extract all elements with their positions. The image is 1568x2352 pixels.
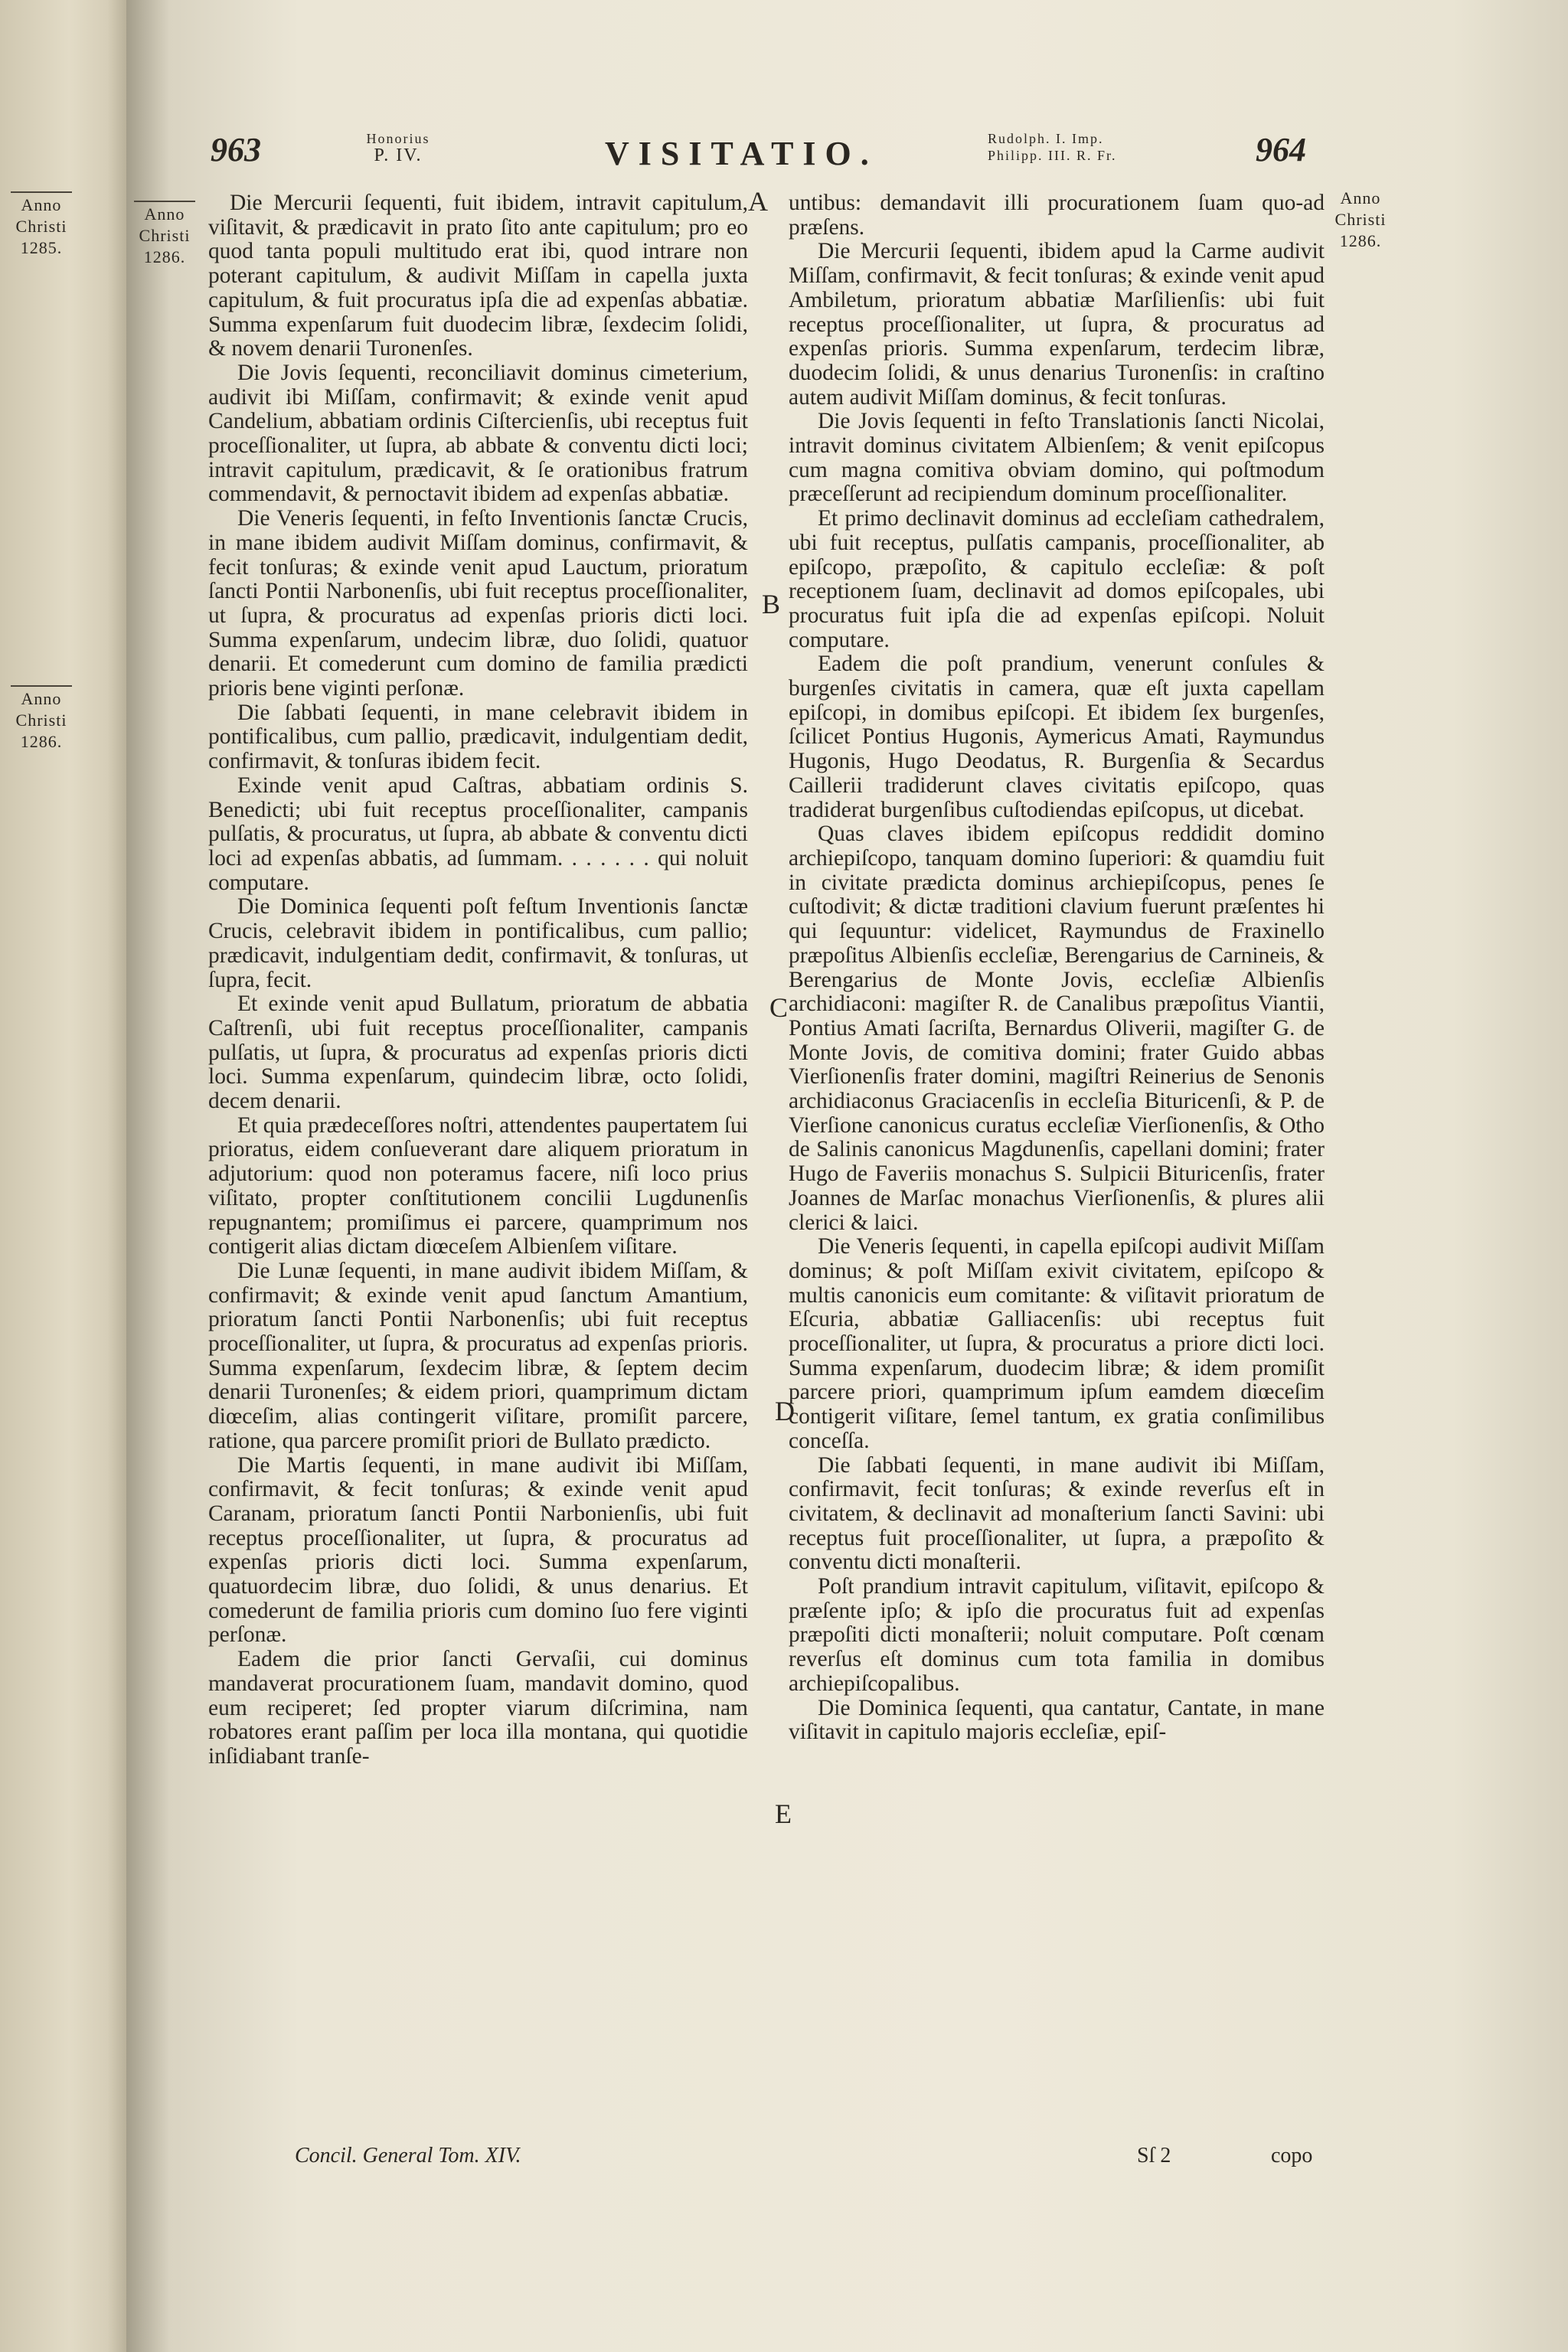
paragraph: Die ſabbati ſequenti, in mane audivit ibi Miſſam, confirmavit, fecit tonſuras; & exinde reverſus eſt in civitatem, & declinavit ad monaſterium ſancti Savini: ubi receptus fuit proceſſionaliter, ut ſupra, a præpoſito & conventu dicti monaſterii.: [789, 1452, 1325, 1575]
year-label: 1286.: [20, 732, 63, 751]
paragraph: Eadem die poſt prandium, venerunt conſules & burgenſes civitatis in camera, quæ eſt juxta capellam epiſcopi, in domibus epiſcopi. Et ibidem ſex burgenſes, ſcilicet Pontius Hugonis, Aymericus Amati, Raymundus Hugonis, Hugo Deodatus, R. Burgenſia & Secardus Caillerii tradiderunt claves civitatis epiſcopo, quas tradiderat burgenſibus cuſtodiendas epiſcopus, ut dicebat.: [789, 652, 1325, 822]
anno-label: Anno: [144, 204, 185, 224]
running-head-line: Philipp. III. R. Fr.: [988, 148, 1117, 163]
paragraph: Et quia prædeceſſores noſtri, attendentes paupertatem ſui prioratus, eidem conſueverant dare aliquem prioratum in adjutorium: quod non poteramus facere, niſi loco prius viſitato, propter conſtitutionem concilii Lugdunenſis repugnantem; promiſimus ei parcere, quamprimum nos contigerit alias dictam diœceſem Albienſem viſitare.: [208, 1112, 748, 1259]
section-marker-e: E: [775, 1798, 792, 1829]
previous-page-annotation-1: [3, 191, 80, 259]
christi-label: Christi: [15, 217, 67, 236]
section-marker-c: C: [769, 992, 789, 1023]
paragraph: Die Mercurii ſequenti, fuit ibidem, intravit capitulum, viſitavit, & prædicavit in prato ſito ante capitulum; pro eo quod tanta populi multitudo erat ibi, quod intrare non poterant capitulum, & audivit Miſſam in capella juxta capitulum, & fuit procuratus ipſa die ad expenſas abbatiæ. Summa expenſarum fuit duodecim libræ, ſexdecim ſolidi, & novem denarii Turonenſes.: [208, 191, 748, 361]
left-page-number: 963: [211, 131, 261, 168]
paragraph: Poſt prandium intravit capitulum, viſitavit, epiſcopo & præſente ipſo; & ipſo die procuratus fuit ad expenſas præpoſiti dicti monaſterii; noluit computare. Poſt cœnam reverſus eſt dominus cum tota familia in domibus archiepiſcopalibus.: [789, 1574, 1325, 1696]
left-text-column: [208, 191, 748, 1769]
footer-title: [295, 2144, 521, 2168]
left-running-head: [348, 130, 448, 184]
right-margin-year-note: [1311, 188, 1410, 252]
christi-label: Christi: [139, 226, 191, 245]
christi-label: Christi: [15, 710, 67, 730]
paragraph: Die ſabbati ſequenti, in mane celebravit ibidem in pontificalibus, cum pallio, prædicavit, indulgentiam dedit, confirmavit, & tonſuras ibidem fecit.: [208, 700, 748, 774]
paragraph: Exinde venit apud Caſtras, abbatiam ordinis S. Benedicti; ubi fuit receptus proceſſionaliter, campanis pulſatis, & procuratus, ut ſupra, ab abbate & conventu dicti loci ad expenſas abbatis, ad ſummam. . . . . . . qui noluit computare.: [208, 773, 748, 895]
paragraph: untibus: demandavit illi procurationem ſuam quo-ad præſens.: [789, 191, 1325, 240]
page-title: VISITATIO.: [605, 135, 878, 172]
previous-page-edge: [0, 0, 126, 2352]
paragraph: Eadem die prior ſancti Gervaſii, cui dominus mandaverat procurationem ſuam, mandavit domino, quod eum reciperet; ſed propter viarum diſcrimina, nam robatores erant paſſim per loca illa montana, qui quotidie inſidiabant tranſe-: [208, 1647, 748, 1769]
running-head-line: Honorius: [366, 131, 430, 146]
paragraph: Die Dominica ſequenti poſt feſtum Inventionis ſanctæ Crucis, celebravit ibidem in pontificalibus, cum pallio; prædicavit, indulgentiam dedit, confirmavit, & tonſuras, ut ſupra, fecit.: [208, 894, 748, 992]
year-label: 1286.: [1339, 231, 1382, 250]
section-marker-b: B: [762, 589, 781, 619]
anno-label: Anno: [21, 195, 62, 214]
signature-mark: Sſ 2: [1137, 2144, 1171, 2167]
paragraph: Et primo declinavit dominus ad eccleſiam cathedralem, ubi fuit receptus, pulſatis campanis, proceſſionaliter, ab epiſcopo, præpoſito, & capitulo eccleſiæ: & poſt receptionem ſuam, declinavit ad domos epiſcopales, ubi procuratus fuit ipſa die ad expenſas epiſcopi. Noluit computare.: [789, 506, 1325, 652]
catchword: copo: [1271, 2144, 1313, 2167]
anno-label: Anno: [21, 689, 62, 708]
right-running-head: [988, 130, 1187, 184]
running-head-line: P. IV.: [374, 145, 423, 165]
running-head-line: Rudolph. I. Imp.: [988, 131, 1104, 146]
paragraph: Die Veneris ſequenti, in capella epiſcopi audivit Miſſam dominus; & poſt Miſſam exivit civitatem, epiſcopo & multis canonicis eum comitante: & viſitavit prioratum de Eſcuria, abbatiæ Galliacenſis: ubi receptus fuit proceſſionaliter, ut ſupra, & procuratus a priore dicti loci. Summa expenſarum, duodecim libræ; & idem promiſit parcere priori, quamprimum ipſum eamdem diœceſim contigerit viſitare, ſemel tantum, ex gratia conſimilibus conceſſa.: [789, 1234, 1325, 1453]
paragraph: Die Mercurii ſequenti, ibidem apud la Carme audivit Miſſam, confirmavit, & fecit tonſuras; & exinde venit apud Ambiletum, prioratum abbatiæ Marſilienſis: ubi fuit receptus proceſſionaliter, ut ſupra, & procuratus ad expenſas prioris. Summa expenſarum, terdecim libræ, duodecim ſolidi, & unus denarius Turonenſis: in craſtino autem audivit Miſſam dominus, & fecit tonſuras.: [789, 239, 1325, 410]
paragraph: Quas claves ibidem epiſcopus reddidit domino archiepiſcopo, tanquam domino ſuperiori: & quamdiu fuit in civitate prædicta dominus archiepiſcopus, penes ſe cuſtodivit; & dictæ traditioni clavium fuerunt præſentes hi qui ſequuntur: videlicet, Raymundus de Fraxinello præpoſitus Albienſis eccleſiæ, Berengarius de Carnineis, & Berengarius de Monte Jovis, eccleſiæ Albienſis archidiaconi: magiſter R. de Canalibus præpoſitus Viantii, Pontius Amati ſacriſta, Bernardus Oliverii, magiſter G. de Monte Jovis, de comitiva domini; frater Guido abbas Vierſionenſis frater domini, magiſtri Reinerius de Senonis archidiaconus Graciacenſis in eccleſia Bituricenſi, & P. de Vierſione canonicus curatus eccleſiæ Vierſionenſis, & Otho de Salinis canonicus Magdunenſis, capellani domini; frater Hugo de Faveriis monachus S. Sulpicii Bituricenſis, frater Joannes de Marſac monachus Vierſionenſis, & plures alii clerici & laici.: [789, 822, 1325, 1235]
christi-label: Christi: [1334, 210, 1387, 229]
section-marker-d: D: [775, 1396, 795, 1426]
year-label: 1286.: [143, 247, 186, 266]
paragraph: Die Jovis ſequenti, reconciliavit dominus cimeterium, audivit ibi Miſſam, confirmavit; & exinde venit apud Candelium, abbatiam ordinis Ciſtercienſis, ubi receptus fuit proceſſionaliter, ut ſupra, ab abbate & conventu dicti loci; intravit capitulum, prædicavit, & ſe orationibus fratrum commendavit, & pernoctavit ibidem ad expenſas abbatiæ.: [208, 360, 748, 507]
right-page-number: 964: [1256, 131, 1306, 168]
paragraph: Et exinde venit apud Bullatum, prioratum de abbatia Caſtrenſi, ubi fuit receptus proceſſionaliter, campanis pulſatis, ut ſupra, & procuratus ad expenſas prioris dicti loci. Summa expenſarum, quindecim libræ, octo ſolidi, decem denarii.: [208, 991, 748, 1114]
paragraph: Die Lunæ ſequenti, in mane audivit ibidem Miſſam, & confirmavit; & exinde venit apud ſanctum Amantium, prioratum ſancti Pontii Narbonenſis; ubi fuit receptus proceſſionaliter, ut ſupra, & procuratus ad expenſas prioris. Summa expenſarum, ſexdecim libræ, & ſeptem decim denarii Turonenſes; & eidem priori, quamprimum dictam diœceſim, alias contingerit viſitare, promiſit parcere, ratione, qua parcere promiſit priori de Bullato prædicto.: [208, 1258, 748, 1453]
paragraph: Die Jovis ſequenti in feſto Translationis ſancti Nicolai, intravit dominus civitatem Albienſem; & venit epiſcopus cum magna comitiva obviam domino, qui poſtmodum præceſſerunt ad recipiendum dominum proceſſionaliter.: [789, 409, 1325, 507]
footer-title-text: Concil. General Tom. XIV.: [295, 2144, 521, 2167]
right-text-column: [789, 191, 1325, 1745]
section-marker-a: A: [748, 186, 768, 217]
anno-label: Anno: [1340, 188, 1381, 207]
paragraph: Die Dominica ſequenti, qua cantatur, Cantate, in mane viſitavit in capitulo majoris eccleſiæ, epiſ-: [789, 1695, 1325, 1745]
previous-page-annotation-2: [3, 685, 80, 753]
left-margin-year-note: [122, 201, 207, 268]
paragraph: Die Veneris ſequenti, in feſto Inventionis ſanctæ Crucis, in mane ibidem audivit Miſſam dominus, confirmavit, & fecit tonſuras; & exinde venit apud Lauctum, prioratum ſancti Pontii Narbonenſis, ubi fuit receptus proceſſionaliter, ut ſupra, & procuratus ad expenſas prioris dicti loci. Summa expenſarum, undecim libræ, duo ſolidi, quatuor denarii. Et comederunt cum domino de familia prædicti prioris bene viginti perſonæ.: [208, 506, 748, 701]
year-label: 1285.: [20, 238, 63, 257]
paragraph: Die Martis ſequenti, in mane audivit ibi Miſſam, confirmavit, & fecit tonſuras; & exinde venit apud Caranam, prioratum ſancti Pontii Narbonienſis, ubi fuit receptus proceſſionaliter, ut ſupra, & procuratus ad expenſas prioris dicti loci. Summa expenſarum, quatuordecim libræ, duo ſolidi, & unus denarius. Et comederunt de familia prioris cum domino ſuo fere viginti perſonæ.: [208, 1452, 748, 1648]
